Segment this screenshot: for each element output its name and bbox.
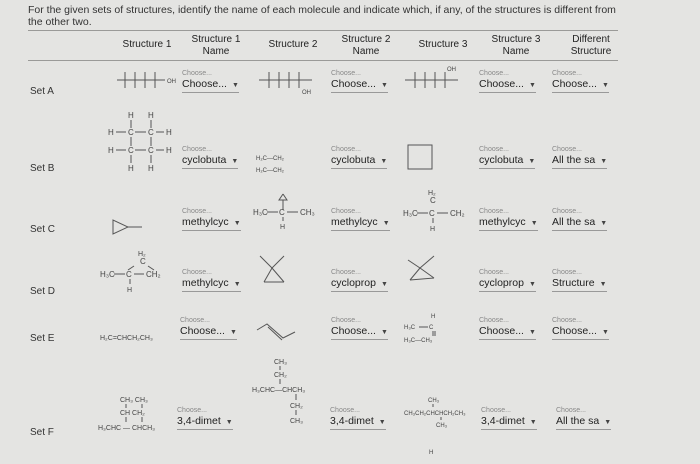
svg-text:H: H	[429, 450, 434, 456]
set-label-e: Set E	[30, 333, 55, 344]
svg-text:OH: OH	[302, 90, 311, 96]
svg-text:H₃CHC — CHCH₃: H₃CHC — CHCH₃	[98, 425, 156, 432]
set-f-name-3-value: 3,4-dimet	[481, 415, 525, 427]
svg-text:C: C	[128, 128, 134, 137]
set-c-name-1-value: methylcyc	[182, 216, 229, 228]
set-e-name-3-select[interactable]	[479, 317, 536, 340]
svg-text:H: H	[430, 226, 436, 233]
set-f-name-3-placeholder: Choose...	[481, 407, 511, 414]
set-c-structure-3-condensed	[403, 187, 483, 237]
chevron-down-icon: ▼	[601, 329, 609, 336]
set-d-name-2-select[interactable]	[331, 269, 388, 292]
set-e-name-2-placeholder: Choose...	[331, 317, 361, 324]
set-a-name-2-value: Choose...	[331, 78, 376, 90]
header-divider-top	[28, 30, 618, 31]
chevron-down-icon: ▼	[229, 329, 237, 336]
set-f-structure-2-condensed	[252, 356, 332, 436]
set-b-name-3-placeholder: Choose...	[479, 146, 509, 153]
set-c-name-3-select[interactable]	[479, 208, 538, 231]
set-b-name-2-placeholder: Choose...	[331, 146, 361, 153]
set-a-name-1-select[interactable]	[182, 70, 239, 93]
set-e-structure-3-condensed	[404, 312, 454, 352]
svg-text:C: C	[148, 146, 154, 155]
set-e-name-3-placeholder: Choose...	[479, 317, 509, 324]
chevron-down-icon: ▼	[604, 419, 612, 426]
set-c-different-value: All the sa	[552, 216, 596, 228]
question-text: For the given sets of structures, identify the name of each molecule and indicate which, if any, of the structures is different from the other two.	[28, 4, 616, 28]
chevron-down-icon: ▼	[529, 419, 537, 426]
set-b-different-value: All the sa	[552, 154, 596, 166]
set-d-different-placeholder: Choose...	[552, 269, 582, 276]
svg-text:H₃C: H₃C	[100, 270, 115, 279]
chevron-down-icon: ▼	[233, 281, 241, 288]
chevron-down-icon: ▼	[380, 329, 388, 336]
svg-text:H: H	[431, 314, 436, 320]
svg-text:H₂C—CH₂: H₂C—CH₂	[256, 168, 284, 174]
set-e-name-1-value: Choose...	[180, 325, 225, 337]
svg-text:CH₃: CH₃	[436, 423, 448, 429]
set-a-different-select[interactable]	[552, 70, 609, 93]
svg-text:H₂C=CHCH₂CH₃: H₂C=CHCH₂CH₃	[100, 335, 153, 342]
set-a-different-value: Choose...	[552, 78, 597, 90]
set-e-structure-2-skeletal	[255, 322, 305, 346]
svg-text:H: H	[148, 111, 154, 120]
chevron-down-icon: ▼	[231, 158, 239, 165]
set-f-name-1-placeholder: Choose...	[177, 407, 207, 414]
svg-text:CH₃: CH₃	[274, 359, 287, 366]
header-structure-3: Structure 3	[418, 39, 468, 50]
set-d-name-3-select[interactable]	[479, 269, 536, 292]
set-d-name-1-select[interactable]	[182, 269, 241, 292]
svg-text:H₂: H₂	[428, 190, 436, 197]
chevron-down-icon: ▼	[233, 220, 241, 227]
set-e-name-2-select[interactable]	[331, 317, 388, 340]
set-c-different-select[interactable]	[552, 208, 607, 231]
set-d-different-value: Structure	[552, 277, 595, 289]
set-e-name-2-value: Choose...	[331, 325, 376, 337]
set-c-name-1-placeholder: Choose...	[182, 208, 212, 215]
chevron-down-icon: ▼	[528, 281, 536, 288]
set-d-name-1-placeholder: Choose...	[182, 269, 212, 276]
svg-text:OH: OH	[447, 67, 456, 73]
set-d-name-3-placeholder: Choose...	[479, 269, 509, 276]
chevron-down-icon: ▼	[231, 82, 239, 89]
svg-text:H₃C: H₃C	[253, 208, 268, 217]
set-c-name-3-value: methylcyc	[479, 216, 526, 228]
set-label-b: Set B	[30, 163, 55, 174]
set-a-structure-2-skeletal	[257, 66, 317, 96]
chevron-down-icon: ▼	[528, 82, 536, 89]
svg-text:H: H	[128, 164, 134, 173]
set-d-name-2-placeholder: Choose...	[331, 269, 361, 276]
set-b-different-select[interactable]	[552, 146, 607, 169]
set-c-name-3-placeholder: Choose...	[479, 208, 509, 215]
set-f-different-select[interactable]	[556, 407, 611, 430]
set-d-different-select[interactable]	[552, 269, 607, 292]
chevron-down-icon: ▼	[530, 220, 538, 227]
chevron-down-icon: ▼	[600, 158, 608, 165]
set-d-structure-1-condensed	[100, 248, 180, 298]
svg-text:H₃C—CH₃: H₃C—CH₃	[404, 338, 433, 344]
set-a-name-3-placeholder: Choose...	[479, 70, 509, 77]
svg-text:OH: OH	[167, 79, 176, 85]
set-a-name-3-select[interactable]	[479, 70, 536, 93]
set-b-different-placeholder: Choose...	[552, 146, 582, 153]
header-different-structure: Different Structure	[570, 34, 612, 57]
chevron-down-icon: ▼	[380, 281, 388, 288]
svg-text:H₃CHC—CHCH₃: H₃CHC—CHCH₃	[252, 387, 306, 394]
chevron-down-icon: ▼	[528, 158, 536, 165]
svg-text:H: H	[166, 128, 172, 137]
svg-text:C: C	[126, 270, 132, 279]
set-a-name-2-placeholder: Choose...	[331, 70, 361, 77]
set-a-name-2-select[interactable]	[331, 70, 388, 93]
svg-text:C: C	[148, 128, 154, 137]
set-b-name-2-value: cyclobuta	[331, 154, 376, 166]
set-f-name-1-value: 3,4-dimet	[177, 415, 221, 427]
svg-text:C: C	[128, 146, 134, 155]
set-f-name-2-value: 3,4-dimet	[330, 415, 374, 427]
chevron-down-icon: ▼	[601, 82, 609, 89]
chevron-down-icon: ▼	[528, 329, 536, 336]
svg-text:C: C	[140, 257, 146, 266]
set-c-name-1-select[interactable]	[182, 208, 241, 231]
set-f-different-placeholder: Choose...	[556, 407, 586, 414]
set-d-name-2-value: cycloprop	[331, 277, 376, 289]
svg-text:C: C	[429, 209, 435, 218]
set-e-name-1-select[interactable]	[180, 317, 237, 340]
svg-text:CH₂: CH₂	[450, 209, 465, 218]
svg-text:H: H	[108, 146, 114, 155]
svg-text:H₃C: H₃C	[403, 209, 418, 218]
svg-text:H: H	[127, 287, 133, 294]
set-b-structure-3-cyclobutane-square	[407, 144, 437, 174]
set-a-different-placeholder: Choose...	[552, 70, 582, 77]
set-c-different-placeholder: Choose...	[552, 208, 582, 215]
set-e-different-placeholder: Choose...	[552, 317, 582, 324]
set-f-name-2-select[interactable]	[330, 407, 386, 430]
set-b-name-1-placeholder: Choose...	[182, 146, 212, 153]
svg-text:C: C	[429, 325, 434, 331]
set-label-a: Set A	[30, 86, 54, 97]
header-structure-2-name: Structure 2 Name	[341, 34, 391, 57]
chevron-down-icon: ▼	[382, 220, 390, 227]
set-b-name-3-select[interactable]	[479, 146, 535, 169]
svg-text:CH₂: CH₂	[274, 372, 287, 379]
set-f-structure-1-condensed	[98, 394, 188, 444]
header-structure-1-name: Structure 1 Name	[191, 34, 241, 57]
set-f-name-1-select[interactable]	[177, 407, 233, 430]
chevron-down-icon: ▼	[380, 82, 388, 89]
svg-text:CH₂: CH₂	[290, 403, 303, 410]
set-c-structure-1-skeletal	[108, 218, 148, 238]
svg-text:CH₃CH₂CHCHCH₂CH₃: CH₃CH₂CHCHCH₂CH₃	[404, 411, 466, 417]
chevron-down-icon: ▼	[599, 281, 607, 288]
svg-text:C: C	[430, 196, 436, 205]
header-divider-bottom	[28, 60, 618, 61]
chevron-down-icon: ▼	[600, 220, 608, 227]
svg-text:H₃C: H₃C	[404, 325, 416, 331]
set-label-d: Set D	[30, 286, 56, 297]
chevron-down-icon: ▼	[378, 419, 386, 426]
set-b-structure-2-condensed	[256, 150, 306, 180]
chevron-down-icon: ▼	[225, 419, 233, 426]
svg-text:H₂: H₂	[138, 251, 146, 258]
set-e-different-select[interactable]	[552, 317, 609, 340]
svg-text:H: H	[166, 146, 172, 155]
set-d-structure-3-skeletal	[404, 252, 444, 292]
set-d-name-3-value: cycloprop	[479, 277, 524, 289]
set-c-name-2-select[interactable]	[331, 208, 390, 231]
set-e-different-value: Choose...	[552, 325, 597, 337]
set-b-name-1-value: cyclobuta	[182, 154, 227, 166]
svg-text:H: H	[280, 224, 286, 231]
set-a-structure-3-skeletal	[403, 66, 463, 96]
svg-text:H: H	[128, 111, 134, 120]
set-b-name-3-value: cyclobuta	[479, 154, 524, 166]
svg-text:C: C	[279, 208, 285, 217]
set-f-name-2-placeholder: Choose...	[330, 407, 360, 414]
svg-text:H: H	[148, 164, 154, 173]
set-e-name-3-value: Choose...	[479, 325, 524, 337]
set-f-name-3-select[interactable]	[481, 407, 537, 430]
svg-text:CH₃: CH₃	[428, 398, 440, 404]
set-c-name-2-value: methylcyc	[331, 216, 378, 228]
svg-text:CH₃: CH₃	[290, 418, 303, 425]
svg-text:CH₂: CH₂	[146, 270, 161, 279]
set-a-structure-1-skeletal	[115, 66, 175, 96]
set-label-c: Set C	[30, 224, 56, 235]
set-d-structure-2-skeletal	[256, 252, 296, 292]
svg-text:CH CH₂: CH CH₂	[120, 410, 145, 417]
chevron-down-icon: ▼	[380, 158, 388, 165]
svg-text:H₂C—CH₂: H₂C—CH₂	[256, 156, 284, 162]
header-structure-1: Structure 1	[122, 39, 172, 50]
set-a-name-1-value: Choose...	[182, 78, 227, 90]
set-e-name-1-placeholder: Choose...	[180, 317, 210, 324]
svg-text:CH₃ CH₃: CH₃ CH₃	[120, 397, 148, 404]
set-c-name-2-placeholder: Choose...	[331, 208, 361, 215]
header-structure-2: Structure 2	[268, 39, 318, 50]
set-c-structure-2-condensed	[253, 188, 333, 233]
set-e-structure-1-condensed	[100, 330, 180, 346]
set-b-name-2-select[interactable]	[331, 146, 387, 169]
svg-text:H: H	[108, 128, 114, 137]
set-a-name-1-placeholder: Choose...	[182, 70, 212, 77]
svg-text:CH₃: CH₃	[300, 208, 315, 217]
set-b-name-1-select[interactable]	[182, 146, 238, 169]
set-f-different-value: All the sa	[556, 415, 600, 427]
set-b-structure-1-lewis	[100, 108, 180, 178]
set-label-f: Set F	[30, 427, 54, 438]
set-d-name-1-value: methylcyc	[182, 277, 229, 289]
set-a-name-3-value: Choose...	[479, 78, 524, 90]
header-structure-3-name: Structure 3 Name	[491, 34, 541, 57]
